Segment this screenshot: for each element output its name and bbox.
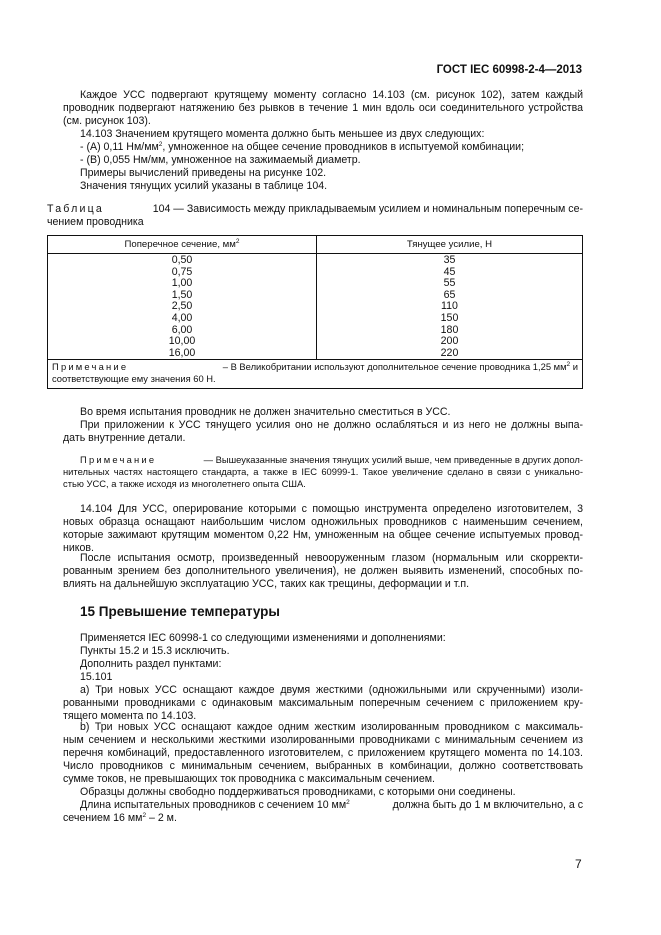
paragraph-line: проводник подвергают натяжению без рывков в течение 1 мин вдоль оси соединительного устройства [63, 102, 583, 114]
paragraph-line: дать внутренние детали. [63, 432, 186, 444]
section-values-cell [48, 254, 317, 360]
paragraph-line: 14.104 Для УСС, оперирование которыми с помощью инструмента определено изготовителем, 3 [80, 503, 583, 515]
paragraph-line: Примеры вычислений приведены на рисунке 102. [80, 167, 327, 179]
note-block [80, 454, 583, 466]
table-cell-section: 4,00 [171, 311, 193, 324]
document-header: ГОСТ IEC 60998-2-4—2013 [436, 64, 582, 76]
table-cell-section: 0,50 [171, 254, 193, 266]
table-cell-force: 200 [440, 335, 459, 348]
paragraph-line: Пункты 15.2 и 15.3 исключить. [80, 645, 230, 657]
paragraph-line: которые зажимают крутящим моментом 0,22 Нм, умноженным на общее сечение испытуемых провод- [63, 529, 583, 541]
column-header-section: Поперечное сечение, $мм^2$ [48, 236, 317, 254]
table-cell-section: 0,75 [171, 265, 193, 278]
table-cell-section: 6,00 [171, 323, 193, 336]
paragraph-line: рованными проводниками с одинаковым максимальным поперечным сечением с приложением кру- [63, 697, 583, 709]
paragraph-line: а) Три новых УСС оснащают каждое двумя жесткими (одножильными или скрученными) изоли- [80, 684, 583, 696]
note-line: нительных частях настоящего стандарта, а также в IEC 60999-1. Такое увеличение сделано в связи с уникально- [63, 466, 583, 477]
column-header-force: Тянущее усилие, Н [317, 236, 583, 254]
table-note [48, 360, 583, 389]
table-cell-section: 10,00 [168, 335, 196, 348]
paragraph-line: тящего момента по 14.103. [63, 710, 197, 722]
table-cell-section: 1,50 [171, 288, 193, 301]
table-cell-force: 45 [443, 265, 456, 278]
note-text: — Вышеуказанные значения тянущих усилий выше, чем приведенные в других допол- [203, 454, 583, 465]
table-note-line2: соответствующие ему значения 60 Н. [52, 373, 216, 385]
page-number: 7 [575, 857, 582, 871]
table-note-row [48, 360, 583, 389]
note-line: стью УСС, а также исходя из многолетнего опыта США. [63, 478, 306, 489]
table-cell-force: 35 [443, 254, 456, 266]
table-cell-section: 2,50 [171, 300, 193, 313]
table-cell-force: 110 [441, 300, 458, 313]
text-fragment: Длина испытательных проводников с сечением 10 $мм^2$ [80, 799, 350, 811]
paragraph-line: Дополнить раздел пунктами: [80, 658, 222, 670]
table-cell-force: 150 [440, 311, 459, 324]
table-caption-line2: чением проводника [47, 216, 144, 228]
paragraph-line: сумме токов, не превышающих ток проводника с максимальным сечением. [63, 773, 435, 785]
paragraph-line: Образцы должны свободно поддерживаться проводниками, с которыми они соединены. [80, 786, 516, 798]
paragraph-line: После испытания осмотр, произведенный невооруженным глазом (нормальным или скорректи- [80, 552, 583, 564]
table-caption-label: Таблица [47, 203, 104, 215]
paragraph-line: влиять на дальнейшую эксплуатацию УСС, таких как трещины, деформации и т.п. [63, 578, 470, 590]
paragraph-line: новых образца оснащают наибольшим числом одножильных проводников с наименьшим сечением, [63, 516, 583, 528]
paragraph-line: рованным зрением без дополнительного увеличения), не должен выявить изменений, способных по- [63, 565, 583, 577]
table-cell-force: 55 [443, 277, 456, 290]
paragraph-line [80, 799, 583, 812]
paragraph-line: Применяется IEC 60998-1 со следующими изменениями и дополнениями: [80, 632, 446, 644]
section-heading: 15 Превышение температуры [80, 604, 280, 619]
table-caption [47, 203, 583, 216]
paragraph-line: ников. [63, 542, 94, 554]
paragraph-line: Значения тянущих усилий указаны в таблице 104. [80, 180, 328, 192]
table-cell-section: 16,00 [168, 346, 196, 359]
paragraph-line: 14.103 Значением крутящего момента должно быть меньшее из двух следующих: [80, 128, 485, 140]
table-header-row [48, 236, 583, 254]
list-item-b: - (В) 0,055 Нм/мм, умноженное на зажимаемый диаметр. [80, 154, 361, 166]
list-item-a-text: - (А) 0,11 Нм/мм [80, 141, 159, 153]
paragraph-line: При приложении к УСС тянущего усилия оно не должно ослабляться и из него не должны выпа- [80, 419, 583, 431]
table-caption-text: 104 — Зависимость между прикладываемым усилием и номинальным поперечным се- [152, 203, 583, 215]
force-values-cell [317, 254, 583, 360]
paragraph-line: (см. рисунок 103). [63, 115, 151, 127]
table-cell-section: 1,00 [171, 277, 193, 290]
table-cell-force: 220 [440, 346, 459, 359]
list-item-a-text-end: , умноженное на общее сечение проводников в испытуемой комбинации; [162, 141, 525, 153]
table-note-text: – В Великобритании используют дополнительное сечение проводника 1,25 $мм^2$ и [222, 361, 578, 373]
paragraph-line: перечня комбинаций, предоставленного изготовителем, с приложением крутящего момента по 14.103. [63, 747, 583, 759]
paragraph-line: сечением 16 $мм^2 - 2$ м. [63, 812, 177, 824]
superscript: 2 [158, 141, 163, 148]
paragraph-line: ным сечением и несколькими жесткими изолированными проводниками с минимальным сечением из [63, 734, 583, 746]
paragraph-line: Число проводников с минимальным сечением, выбранных в комбинации, должно соответствовать [63, 760, 583, 772]
list-item-a [80, 141, 524, 154]
note-label: Примечание [80, 454, 157, 465]
paragraph-line: 15.101 [80, 671, 113, 683]
force-table [47, 235, 583, 389]
table-note-label: Примечание [52, 361, 129, 373]
paragraph-line: Каждое УСС подвергают крутящему моменту согласно 14.103 (см. рисунок 102), затем каждый [80, 89, 583, 101]
table-cell-force: 180 [440, 323, 459, 336]
table-cell-force: 65 [443, 288, 456, 301]
table-body-row [48, 254, 583, 360]
paragraph-line: b) Три новых УСС оснащают каждое одним жестким изолированным проводником с максималь- [80, 721, 583, 733]
text-fragment: должна быть до 1 м включительно, а с [392, 799, 583, 811]
paragraph-line: Во время испытания проводник не должен значительно сместиться в УСС. [80, 406, 451, 418]
